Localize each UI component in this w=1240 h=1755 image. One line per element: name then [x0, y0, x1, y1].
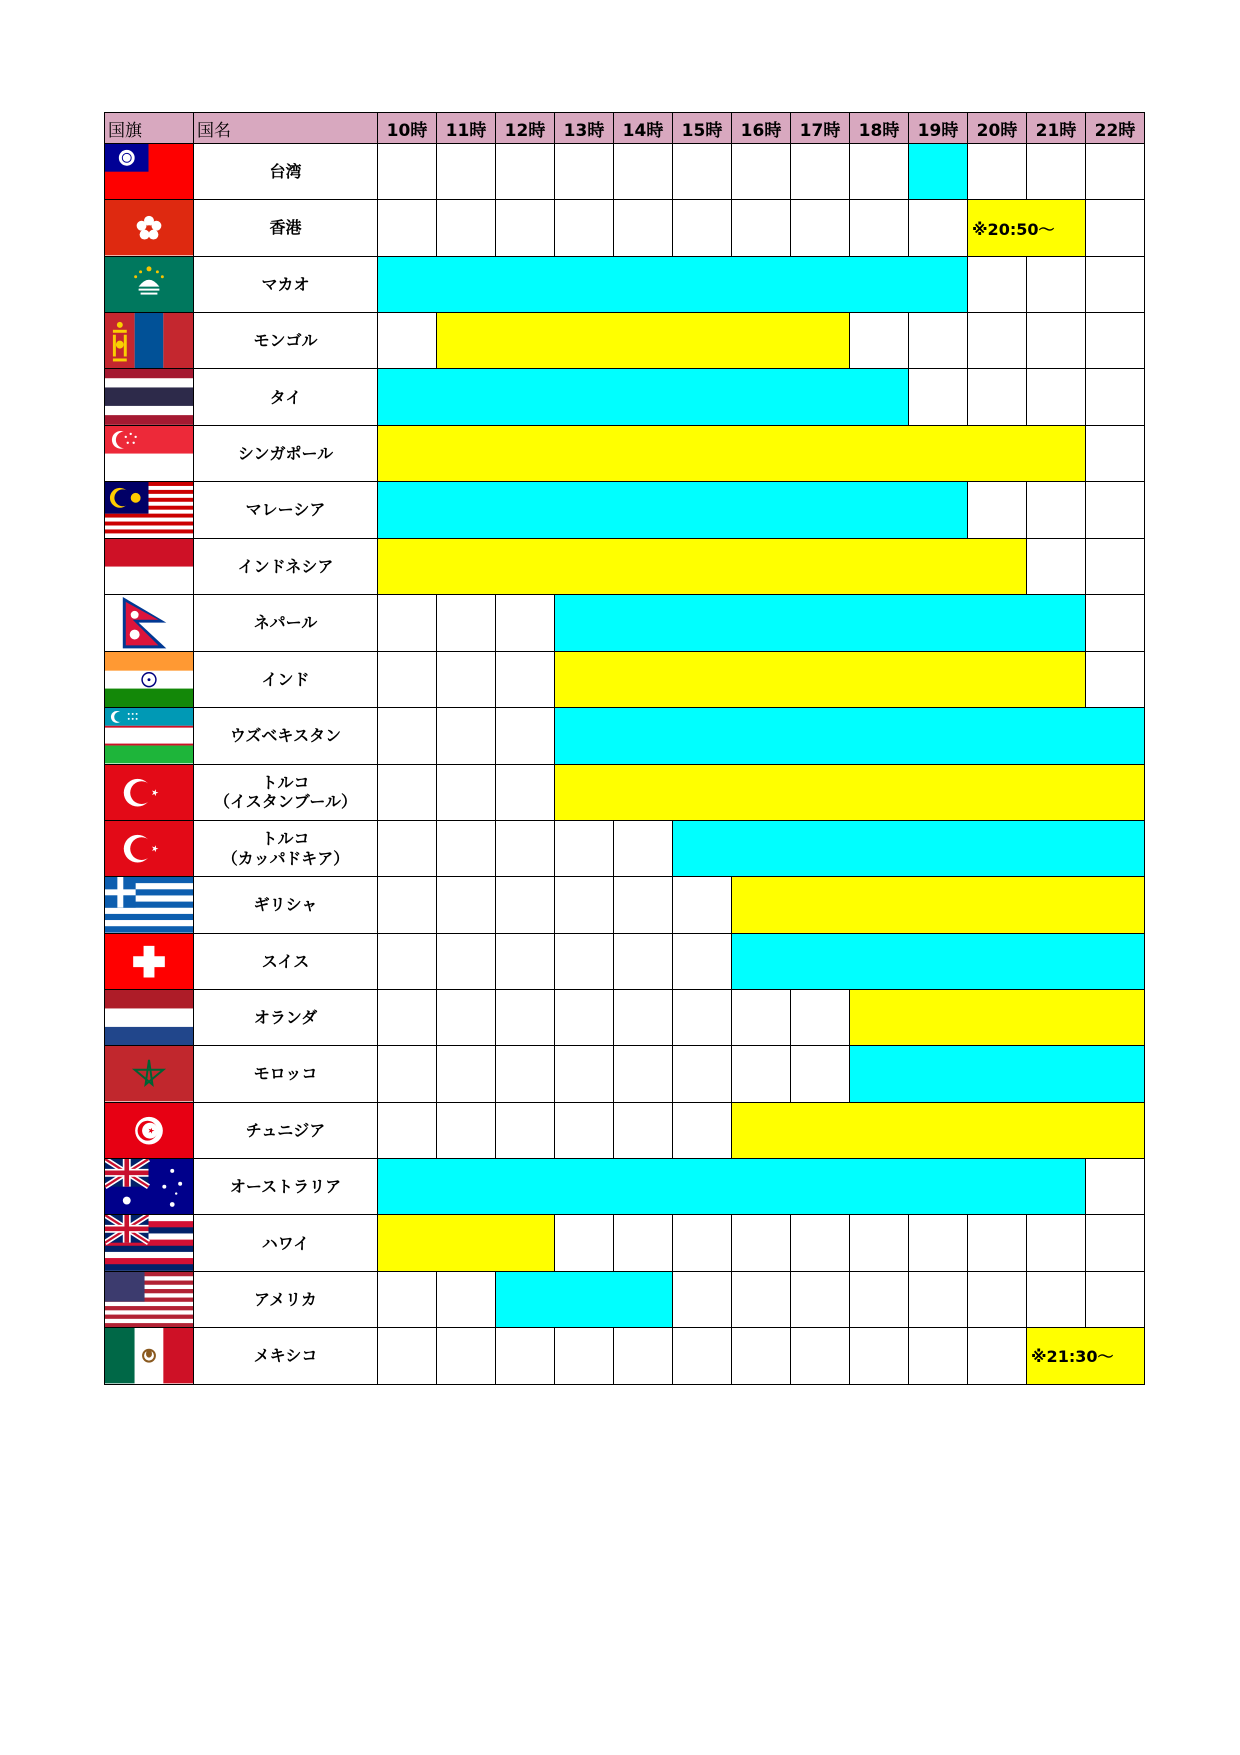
country-row	[105, 708, 1145, 764]
time-band-yellow	[850, 990, 1145, 1046]
country-name-text: オーストラリア	[229, 1177, 342, 1197]
time-band-yellow: ※20:50～	[968, 200, 1086, 256]
country-name	[194, 1102, 378, 1158]
time-slot	[437, 708, 496, 764]
time-slot	[791, 1271, 850, 1327]
time-slot	[378, 990, 437, 1046]
time-slot	[791, 990, 850, 1046]
country-row	[105, 933, 1145, 989]
country-name	[194, 1271, 378, 1327]
time-slot	[437, 200, 496, 256]
time-slot	[378, 594, 437, 651]
hour-header: 18時	[850, 113, 909, 144]
time-slot	[1086, 369, 1145, 425]
country-row	[105, 1102, 1145, 1158]
time-slot	[1086, 538, 1145, 594]
time-slot	[673, 990, 732, 1046]
time-band-yellow	[732, 1102, 1145, 1158]
time-slot	[968, 1328, 1027, 1384]
time-slot	[496, 1046, 555, 1102]
mexico-flag	[105, 1328, 194, 1384]
indonesia-flag	[105, 538, 194, 594]
time-slot	[555, 1102, 614, 1158]
country-row	[105, 594, 1145, 651]
time-slot	[673, 144, 732, 200]
country-name	[194, 1215, 378, 1271]
country-name	[194, 764, 378, 820]
country-name	[194, 990, 378, 1046]
time-slot	[1086, 256, 1145, 312]
time-slot	[909, 1215, 968, 1271]
hour-header: 15時	[673, 113, 732, 144]
macau-flag	[105, 256, 194, 312]
time-slot	[791, 144, 850, 200]
time-slot	[614, 1102, 673, 1158]
time-slot	[378, 877, 437, 933]
time-slot	[673, 933, 732, 989]
country-name-text: チュニジア	[245, 1120, 326, 1140]
hour-header: 11時	[437, 113, 496, 144]
time-slot	[496, 764, 555, 820]
country-name	[194, 708, 378, 764]
time-band-cyan	[378, 482, 968, 538]
country-row	[105, 764, 1145, 820]
time-slot	[732, 144, 791, 200]
time-slot	[791, 1215, 850, 1271]
time-slot	[673, 1271, 732, 1327]
time-slot	[437, 651, 496, 707]
time-slot	[1086, 200, 1145, 256]
country-name	[194, 820, 378, 876]
time-slot	[555, 200, 614, 256]
time-slot	[791, 200, 850, 256]
time-slot	[378, 1046, 437, 1102]
time-slot	[1027, 256, 1086, 312]
mongolia-flag	[105, 313, 194, 369]
country-name-text: ウズベキスタン	[229, 726, 342, 746]
time-slot	[968, 1271, 1027, 1327]
time-slot	[378, 313, 437, 369]
country-name-text: 香港	[269, 218, 302, 238]
time-slot	[496, 933, 555, 989]
country-name	[194, 369, 378, 425]
time-slot	[909, 200, 968, 256]
country-name	[194, 933, 378, 989]
hour-header: 13時	[555, 113, 614, 144]
time-band-cyan	[555, 708, 1145, 764]
time-slot	[968, 144, 1027, 200]
time-slot	[614, 144, 673, 200]
taiwan-flag	[105, 144, 194, 200]
time-slot	[1086, 313, 1145, 369]
country-name	[194, 1159, 378, 1215]
time-slot	[732, 1328, 791, 1384]
turkey-flag	[105, 820, 194, 876]
time-slot	[850, 1328, 909, 1384]
header-row	[105, 113, 1145, 144]
uzbekistan-flag	[105, 708, 194, 764]
time-slot	[614, 1046, 673, 1102]
time-slot	[732, 1046, 791, 1102]
time-slot	[555, 990, 614, 1046]
time-slot	[496, 877, 555, 933]
time-slot	[378, 1102, 437, 1158]
hour-header: 14時	[614, 113, 673, 144]
country-name	[194, 144, 378, 200]
time-slot	[555, 877, 614, 933]
country-name	[194, 313, 378, 369]
country-name-text: タイ	[269, 387, 302, 407]
hour-header: 22時	[1086, 113, 1145, 144]
time-slot	[437, 1271, 496, 1327]
country-name-text: スイス	[261, 951, 310, 971]
time-slot	[909, 313, 968, 369]
country-name-text: メキシコ	[253, 1346, 318, 1366]
country-row	[105, 651, 1145, 707]
time-band-cyan	[378, 1159, 1086, 1215]
time-slot	[378, 764, 437, 820]
time-slot	[1027, 144, 1086, 200]
time-band-yellow	[378, 538, 1027, 594]
schedule-table	[104, 112, 1145, 1385]
time-slot	[614, 990, 673, 1046]
time-slot	[673, 1328, 732, 1384]
country-name-text: マレーシア	[245, 500, 326, 520]
country-row	[105, 1328, 1145, 1384]
hour-header: 17時	[791, 113, 850, 144]
country-name	[194, 594, 378, 651]
country-name-text: ギリシャ	[253, 895, 318, 915]
time-band-cyan	[909, 144, 968, 200]
time-band-cyan	[378, 256, 968, 312]
time-band-yellow: ※21:30～	[1027, 1328, 1145, 1384]
time-slot	[732, 200, 791, 256]
country-name	[194, 877, 378, 933]
time-band-yellow	[437, 313, 850, 369]
country-name-text: モンゴル	[253, 331, 318, 351]
country-row	[105, 1271, 1145, 1327]
time-slot	[1027, 313, 1086, 369]
hong-kong-flag	[105, 200, 194, 256]
time-slot	[496, 708, 555, 764]
thailand-flag	[105, 369, 194, 425]
time-slot	[909, 1271, 968, 1327]
time-slot	[437, 144, 496, 200]
time-slot	[732, 1215, 791, 1271]
time-slot	[496, 1102, 555, 1158]
time-slot	[555, 1215, 614, 1271]
time-slot	[614, 1215, 673, 1271]
country-name	[194, 1046, 378, 1102]
country-name-text: ネパール	[253, 613, 318, 633]
country-name-text: インド	[261, 669, 310, 689]
time-slot	[614, 933, 673, 989]
country-name	[194, 1328, 378, 1384]
country-name-text: モロッコ	[253, 1064, 318, 1084]
time-slot	[1027, 538, 1086, 594]
time-band-cyan	[673, 820, 1145, 876]
time-slot	[496, 144, 555, 200]
morocco-flag	[105, 1046, 194, 1102]
time-slot	[673, 200, 732, 256]
country-row	[105, 1215, 1145, 1271]
time-slot	[614, 877, 673, 933]
time-band-yellow	[732, 877, 1145, 933]
country-row	[105, 200, 1145, 256]
hawaii-flag	[105, 1215, 194, 1271]
time-slot	[850, 200, 909, 256]
time-slot	[909, 1328, 968, 1384]
country-name-text: トルコ	[261, 773, 310, 793]
hour-header: 21時	[1027, 113, 1086, 144]
tunisia-flag	[105, 1102, 194, 1158]
country-row	[105, 313, 1145, 369]
country-name-text: インドネシア	[237, 556, 334, 576]
country-name	[194, 200, 378, 256]
time-slot	[1027, 369, 1086, 425]
time-slot	[673, 1102, 732, 1158]
time-slot	[555, 1046, 614, 1102]
india-flag	[105, 651, 194, 707]
time-band-cyan	[378, 369, 909, 425]
time-band-cyan	[850, 1046, 1145, 1102]
country-row	[105, 538, 1145, 594]
time-band-yellow	[378, 1215, 555, 1271]
time-slot	[378, 200, 437, 256]
time-slot	[1086, 144, 1145, 200]
country-row	[105, 1046, 1145, 1102]
country-row	[105, 990, 1145, 1046]
time-slot	[496, 1328, 555, 1384]
time-slot	[378, 1271, 437, 1327]
time-band-yellow	[378, 425, 1086, 481]
time-slot	[555, 933, 614, 989]
time-slot	[1086, 482, 1145, 538]
time-slot	[496, 594, 555, 651]
country-name	[194, 538, 378, 594]
switzerland-flag	[105, 933, 194, 989]
country-row	[105, 256, 1145, 312]
country-subname: （イスタンブール）	[213, 792, 358, 812]
time-slot	[850, 144, 909, 200]
time-slot	[1086, 1271, 1145, 1327]
time-slot	[968, 1215, 1027, 1271]
australia-flag	[105, 1159, 194, 1215]
time-band-cyan	[555, 594, 1086, 651]
time-slot	[437, 1328, 496, 1384]
nepal-flag	[105, 594, 194, 651]
time-slot	[732, 1271, 791, 1327]
time-band-yellow	[555, 651, 1086, 707]
malaysia-flag	[105, 482, 194, 538]
time-slot	[732, 990, 791, 1046]
time-slot	[496, 990, 555, 1046]
country-row	[105, 144, 1145, 200]
time-slot	[850, 313, 909, 369]
time-slot	[614, 200, 673, 256]
time-slot	[496, 820, 555, 876]
time-slot	[378, 708, 437, 764]
country-name-text: マカオ	[261, 274, 310, 294]
time-slot	[1086, 594, 1145, 651]
hour-header: 10時	[378, 113, 437, 144]
time-slot	[437, 764, 496, 820]
country-name	[194, 482, 378, 538]
time-slot	[968, 256, 1027, 312]
time-slot	[378, 144, 437, 200]
time-slot	[378, 820, 437, 876]
usa-flag	[105, 1271, 194, 1327]
time-slot	[614, 820, 673, 876]
time-band-yellow	[555, 764, 1145, 820]
greece-flag	[105, 877, 194, 933]
time-slot	[437, 1102, 496, 1158]
time-band-cyan	[732, 933, 1145, 989]
hour-header: 19時	[909, 113, 968, 144]
country-row	[105, 877, 1145, 933]
time-slot	[850, 1215, 909, 1271]
time-slot	[968, 369, 1027, 425]
country-name-text: アメリカ	[254, 1289, 317, 1309]
time-slot	[1086, 1159, 1145, 1215]
time-slot	[378, 651, 437, 707]
time-slot	[614, 1328, 673, 1384]
netherlands-flag	[105, 990, 194, 1046]
hour-header: 12時	[496, 113, 555, 144]
country-name	[194, 425, 378, 481]
time-slot	[791, 1328, 850, 1384]
country-row	[105, 369, 1145, 425]
time-slot	[968, 313, 1027, 369]
singapore-flag	[105, 425, 194, 481]
time-slot	[1086, 425, 1145, 481]
flag-column-header: 国旗	[105, 113, 194, 144]
time-slot	[850, 1271, 909, 1327]
time-slot	[555, 820, 614, 876]
time-slot	[1027, 1271, 1086, 1327]
country-name-text: 台湾	[269, 162, 302, 182]
time-slot	[673, 1046, 732, 1102]
time-slot	[496, 200, 555, 256]
country-name	[194, 651, 378, 707]
hour-header: 20時	[968, 113, 1027, 144]
time-slot	[437, 933, 496, 989]
country-row	[105, 425, 1145, 481]
name-column-header: 国名	[194, 113, 378, 144]
time-slot	[378, 933, 437, 989]
country-name-text: シンガポール	[237, 443, 334, 463]
turkey-flag	[105, 764, 194, 820]
country-row	[105, 1159, 1145, 1215]
country-name-text: オランダ	[253, 1008, 318, 1028]
time-slot	[437, 990, 496, 1046]
country-name	[194, 256, 378, 312]
country-name-text: ハワイ	[261, 1233, 310, 1253]
country-subname: （カッパドキア）	[221, 848, 350, 868]
time-slot	[673, 1215, 732, 1271]
time-slot	[555, 1328, 614, 1384]
country-name-text: トルコ	[261, 829, 310, 849]
time-slot	[1086, 1215, 1145, 1271]
time-slot	[437, 594, 496, 651]
time-slot	[496, 651, 555, 707]
time-slot	[791, 1046, 850, 1102]
time-slot	[437, 820, 496, 876]
time-slot	[1086, 651, 1145, 707]
country-row	[105, 820, 1145, 876]
hour-header: 16時	[732, 113, 791, 144]
time-slot	[968, 482, 1027, 538]
time-slot	[1027, 482, 1086, 538]
time-slot	[437, 1046, 496, 1102]
time-slot	[437, 877, 496, 933]
time-slot	[378, 1328, 437, 1384]
time-slot	[1027, 1215, 1086, 1271]
time-slot	[555, 144, 614, 200]
time-slot	[673, 877, 732, 933]
time-band-cyan	[496, 1271, 673, 1327]
time-slot	[909, 369, 968, 425]
country-row	[105, 482, 1145, 538]
